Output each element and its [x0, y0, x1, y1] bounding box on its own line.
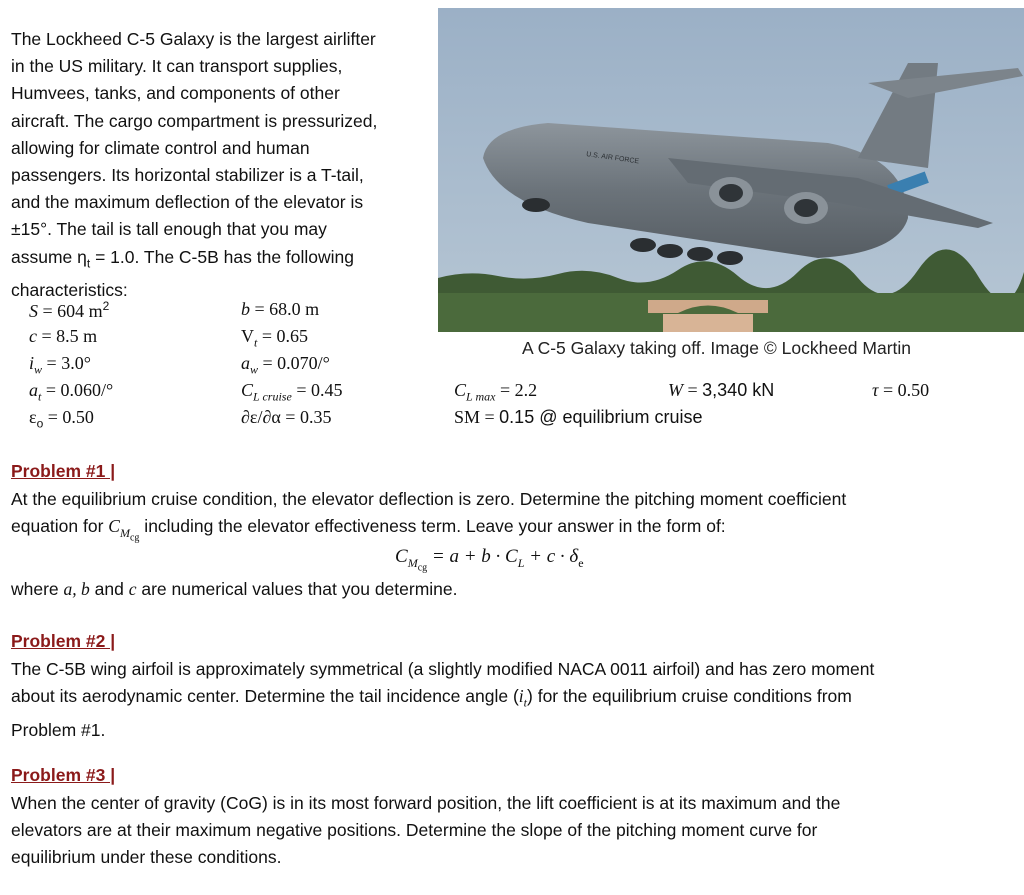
problem-3-line: equilibrium under these conditions.	[11, 847, 282, 867]
param-iw: $i_w = 3.0^\circ$	[29, 353, 91, 377]
param-S-sup: 2	[102, 299, 110, 313]
intro-paragraph	[11, 26, 421, 305]
problem-3-line: When the center of gravity (CoG) is in its most forward position, the lift coefficient is at its maximum and the	[11, 793, 841, 813]
param-CLcruise-sub: L cruise	[253, 389, 292, 404]
param-deda-value: 0.35	[299, 407, 332, 427]
intro-line: ±15°. The tail is tall enough that you may	[11, 219, 327, 240]
aircraft-illustration	[438, 8, 1024, 332]
intro-eta-sub: t	[86, 256, 91, 271]
fuselage-lettering: U.S. AIR FORCE	[585, 151, 640, 166]
param-eps0-value: 0.50	[62, 407, 94, 427]
param-c-label: c	[29, 326, 37, 346]
param-S-label: S	[29, 301, 38, 321]
param-b-value: 68.0 m	[269, 299, 320, 319]
intro-line: allowing for climate control and human	[11, 137, 310, 158]
problem-1-text: equation for	[11, 516, 109, 536]
problem-1-line: At the equilibrium cruise condition, the elevator deflection is zero. Determine the pitching moment coefficient	[11, 489, 847, 509]
problem-2-text: ) for the equilibrium cruise conditions from	[527, 686, 852, 706]
equation-main: = a + b · C	[431, 546, 518, 567]
param-SM: SM = 0.15 @ equilibrium cruise	[454, 407, 703, 427]
param-iw-value: 3.0°	[61, 353, 91, 373]
problem-1-text: including the elevator effectiveness term. Leave your answer in the form of:	[139, 516, 726, 536]
param-aw-value: 0.070/°	[277, 353, 330, 373]
param-eps0-label: ε	[29, 407, 37, 427]
c5-galaxy-photo	[438, 8, 1024, 332]
where-text: where	[11, 579, 64, 599]
it-symbol: $i_t$	[518, 686, 528, 710]
param-CLcruise-value: 0.45	[310, 380, 343, 400]
intro-eta-rest: = 1.0. The C-5B has the following	[90, 246, 355, 267]
equation-tail: + c · δ	[524, 546, 579, 567]
param-at-sub: t	[38, 389, 42, 404]
cmcg-symbol: $C_{M_{cg}}$	[108, 516, 140, 543]
intro-line: Humvees, tanks, and components of other	[11, 83, 340, 104]
param-c-value: 8.5 m	[56, 326, 98, 346]
param-deda-label: ∂ε/∂α	[241, 407, 281, 427]
param-CLmax-sub: L max	[466, 389, 496, 404]
where-text: are numerical values that you determine.	[136, 579, 458, 599]
param-W-label: W	[668, 380, 683, 400]
where-text: and	[89, 579, 129, 599]
problem-1-body	[11, 486, 1011, 551]
param-S-value: 604 m	[57, 301, 103, 321]
param-CLmax-value: 2.2	[514, 380, 538, 400]
intro-line: characteristics:	[11, 280, 128, 301]
param-c: c = 8.5 m	[29, 326, 98, 346]
intro-line: passengers. Its horizontal stabilizer is a T-tail,	[11, 165, 364, 186]
param-SM-label: SM	[454, 407, 481, 427]
intro-line: in the US military. It can transport supplies,	[11, 56, 343, 77]
param-CLcruise-label: C	[241, 380, 254, 400]
intro-line: The Lockheed C-5 Galaxy is the largest airlifter	[11, 29, 376, 49]
param-tau: τ = 0.50	[872, 380, 930, 400]
param-iw-label: i	[29, 353, 35, 373]
problem-2-title: Problem #2 |	[11, 631, 116, 651]
intro-line: aircraft. The cargo compartment is pressurized,	[11, 110, 378, 131]
param-SM-value: 0.15 @ equilibrium cruise	[499, 407, 703, 427]
param-eps0-sub: o	[36, 416, 44, 431]
problem-3-line: elevators are at their maximum negative positions. Determine the slope of the pitching moment curve for	[11, 820, 818, 840]
problem-2-line: Problem #1.	[11, 719, 106, 740]
problem-3-body	[11, 790, 1011, 871]
param-at-label: a	[29, 380, 38, 400]
intro-line	[11, 244, 421, 278]
param-CLmax: $C_{L max} = 2.2$	[454, 380, 538, 404]
param-aw: $a_w = 0.070/^\circ$	[241, 353, 330, 377]
param-tau-value: 0.50	[897, 380, 930, 400]
param-at: $a_t = 0.060/^\circ$	[29, 380, 114, 404]
param-CLmax-label: C	[454, 380, 467, 400]
param-CLcruise: $C_{L cruise} = 0.45$	[241, 380, 343, 404]
param-Vt-label: V	[241, 326, 254, 346]
where-vars: a, b	[63, 579, 90, 599]
param-tau-label: τ	[872, 380, 879, 400]
param-W-value: 3,340 kN	[702, 380, 775, 400]
param-Vt-value: 0.65	[276, 326, 308, 346]
param-aw-label: a	[241, 353, 250, 373]
problem-1-where	[11, 576, 1011, 603]
param-aw-sub: w	[250, 362, 259, 377]
param-b-label: b	[241, 299, 250, 319]
problem-2-line: The C-5B wing airfoil is approximately symmetrical (a slightly modified NACA 0011 airfoil) and has zero moment	[11, 659, 875, 679]
param-iw-sub: w	[34, 362, 43, 377]
problem-2-line	[11, 683, 1011, 717]
photo-caption: A C-5 Galaxy taking off. Image © Lockheed Martin	[522, 338, 912, 358]
param-at-value: 0.060/°	[60, 380, 114, 400]
param-eps0: $\varepsilon_o = 0.50$	[29, 407, 94, 431]
problem-1-title: Problem #1 |	[11, 461, 116, 481]
param-Vt-sub: t	[254, 335, 258, 350]
moment-equation: $C_{M_{cg}} = a + b \cdot C_L + c \cdot \delta_e$	[395, 546, 584, 574]
param-W: W = 3,340 kN	[668, 380, 775, 400]
intro-eta: assume η	[11, 246, 87, 267]
intro-line: and the maximum deflection of the elevator is	[11, 192, 364, 213]
param-b: b = 68.0 m	[241, 299, 320, 319]
param-deda: ∂ε/∂α = 0.35	[241, 407, 332, 427]
param-S: S = 604 $m^2$	[29, 299, 110, 321]
where-c: c	[128, 579, 137, 599]
problem-2-text: about its aerodynamic center. Determine the tail incidence angle (	[11, 686, 519, 706]
problem-3-title: Problem #3 |	[11, 765, 116, 785]
param-Vt: $V_t = 0.65$	[241, 326, 308, 350]
problem-2-body	[11, 656, 1011, 744]
